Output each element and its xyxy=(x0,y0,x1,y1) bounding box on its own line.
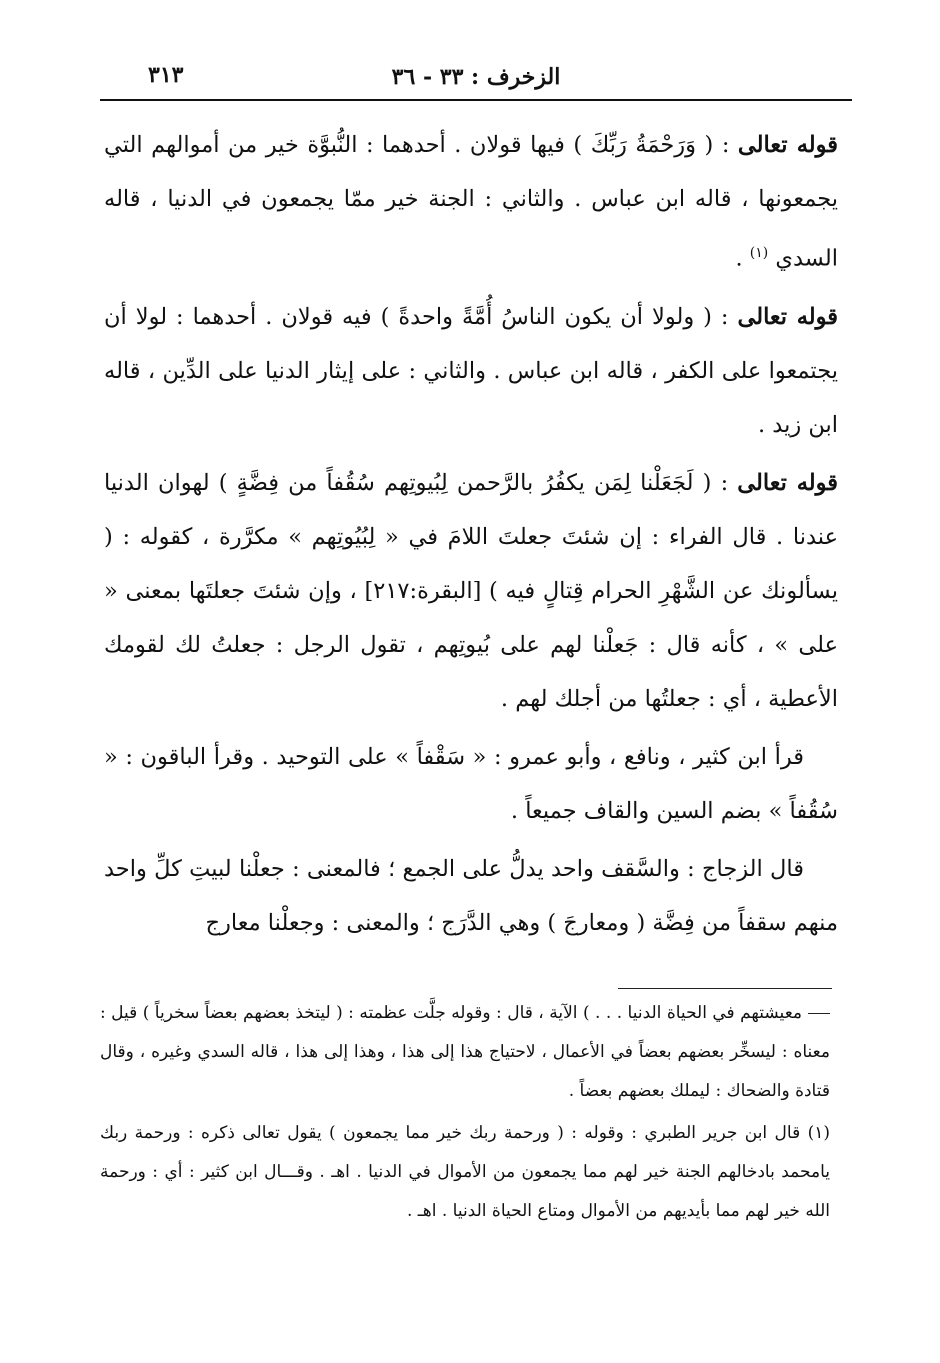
paragraph-1-text: : ( وَرَحْمَةُ رَبِّكَ ) فيها قولان . أحدهما : النُّبوَّة خير من أموالهم التي يجمعونها ، قاله ابن عباس . والثاني : الجنة خير ممّا يجمعون في الدنيا ، قاله السدي xyxy=(104,132,838,272)
paragraph-1 xyxy=(104,118,838,286)
paragraph-2-text: : ( ولولا أن يكون الناسُ أُمَّةً واحدةً ) فيه قولان . أحدهما : لولا أن يجتمعوا على الكفر ، قاله ابن عباس . والثاني : على إيثار الدنيا على الدِّين ، قاله ابن زيد . xyxy=(104,303,838,438)
footnote-1-text: (١) قال ابن جرير الطبري : وقوله : ( ورحمة ربك خير مما يجمعون ) يقول تعالى ذكره : ورحمة ربك يامحمد بادخالهم الجنة خير لهم مما يجمعون من الأموال في الدنيا . اهـ . وقـــال ابن كثير : أي : ورحمة الله خير لهم مما بأيديهم من الأموال ومتاع الحياة الدنيا . اهـ . xyxy=(100,1123,830,1221)
paragraph-5 xyxy=(104,842,838,950)
footnote-continuation xyxy=(100,994,830,1111)
paragraph-5-text: قال الزجاج : والسَّقف واحد يدلُّ على الجمع ؛ فالمعنى : جعلْنا لبيتِ كلِّ واحد منهم سقفاً من فِضَّة ( ومعارجَ ) وهي الدَّرَج ؛ والمعنى : وجعلْنا معارج xyxy=(104,855,838,936)
continuation-dash xyxy=(808,1013,830,1014)
paragraph-2-label: قوله تعالى xyxy=(737,303,838,330)
paragraph-3-label: قوله تعالى xyxy=(737,469,838,496)
paragraph-4-text: قرأ ابن كثير ، ونافع ، وأبو عمرو : « سَقْفاً » على التوحيد . وقرأ الباقون : « سُقُفاً » بضم السين والقاف جميعاً . xyxy=(104,743,838,824)
paragraph-2 xyxy=(104,290,838,452)
footnote-continuation-text: معيشتهم في الحياة الدنيا . . . ) الآية ، قال : وقوله جلَّت عظمته : ( ليتخذ بعضهم بعضاً سخرياً ) قيل : معناه : ليسخِّر بعضهم بعضاً في الأعمال ، لاحتياج هذا إلى هذا ، وهذا إلى هذا ، قاله السدي وغيره ، وقال قتادة والضحاك : ليملك بعضهم بعضاً . xyxy=(100,1003,830,1101)
paragraph-4 xyxy=(104,730,838,838)
paragraph-3-text: : ( لَجَعَلْنا لِمَن يكفُرُ بالرَّحمن لِبُيوتِهم سُقُفاً من فِضَّةٍ ) لهوان الدنيا عندنا . قال الفراء : إن شئتَ جعلتَ اللامَ في « لِبُيُوتِهم » مكرَّرة ، كقوله : ( يسألونك عن الشَّهْرِ الحرام قِتالٍ فيه ) [البقرة:٢١٧] ، وإن شئتَ جعلتَها بمعنى « على » ، كأنه قال : جَعلْنا لهم على بُيوتِهم ، تقول الرجل : جعلتُ لك لقومك الأعطية ، أي : جعلتُها من أجلك لهم . xyxy=(104,469,838,712)
footnote-1 xyxy=(100,1114,830,1231)
footnotes xyxy=(100,994,830,1234)
footnote-separator xyxy=(618,988,832,989)
page-header xyxy=(100,60,852,100)
running-title: الزخرف : ٣٣ - ٣٦ xyxy=(391,64,561,90)
paragraph-3 xyxy=(104,456,838,726)
main-text xyxy=(104,118,838,954)
header-rule xyxy=(100,99,852,101)
paragraph-1-tail: . xyxy=(735,245,750,272)
footnote-1-reference: (١) xyxy=(749,245,769,261)
page-number: ٣١٣ xyxy=(148,62,184,88)
paragraph-1-label: قوله تعالى xyxy=(737,132,838,158)
